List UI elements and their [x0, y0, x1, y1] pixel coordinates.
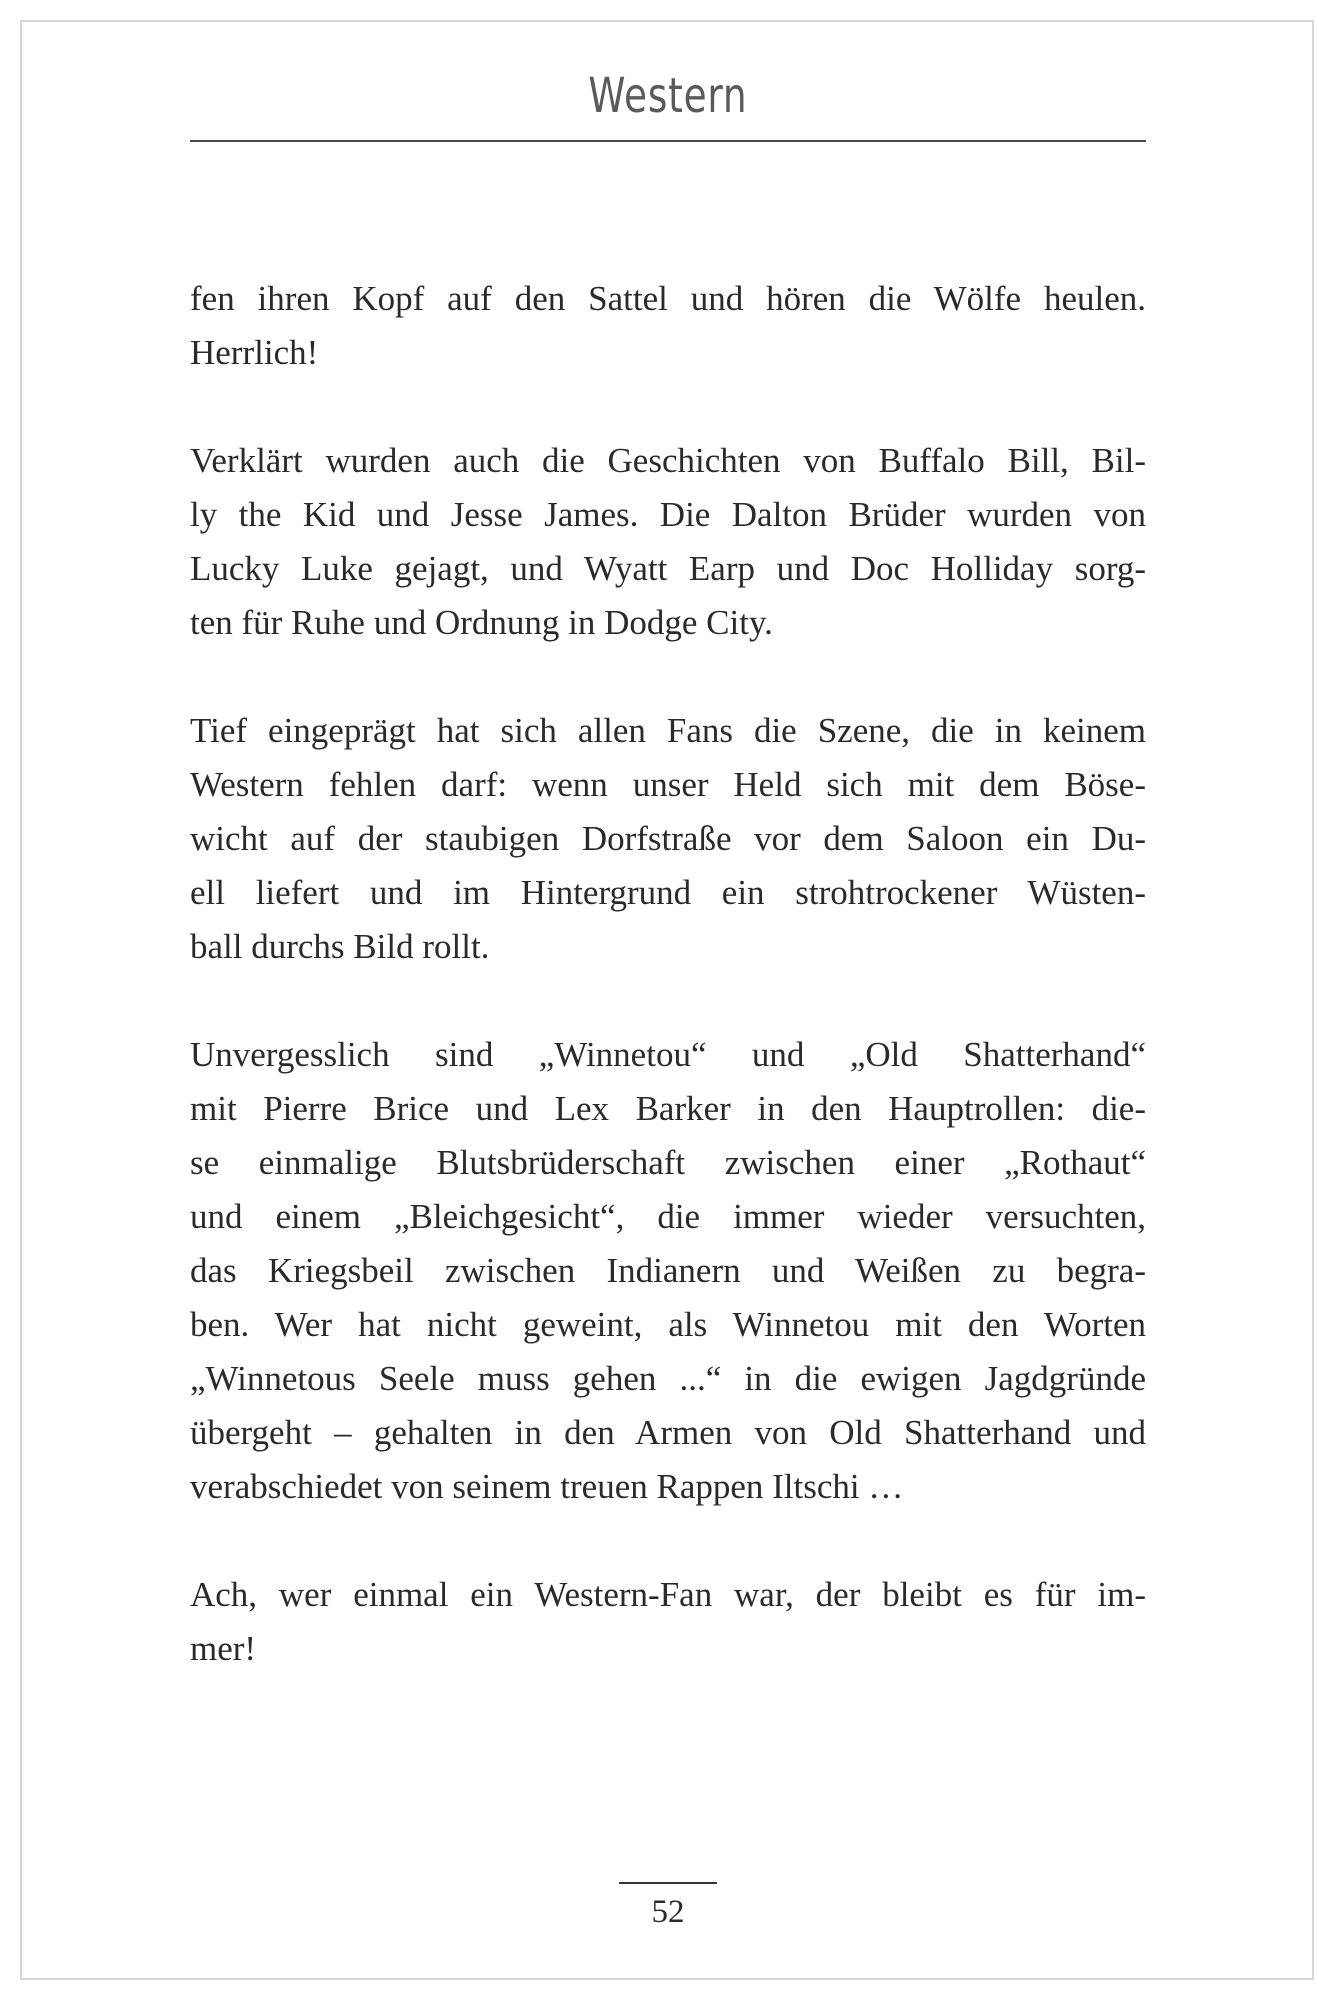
text-line: Ach, wer einmal ein Western-Fan war, der bleibt es für im- — [190, 1575, 1146, 1614]
paragraph — [190, 1028, 1146, 1514]
paragraph — [190, 434, 1146, 650]
text-line: Lucky Luke gejagt, und Wyatt Earp und Doc Holliday sorg- — [190, 549, 1146, 588]
text-line: mit Pierre Brice und Lex Barker in den Hauptrollen: die- — [190, 1089, 1146, 1128]
running-header — [190, 68, 1146, 124]
text-line: verabschiedet von seinem treuen Rappen Iltschi … — [190, 1467, 904, 1506]
text-line: Unvergesslich sind „Winnetou“ und „Old Shatterhand“ — [190, 1035, 1146, 1074]
text-line: ben. Wer hat nicht geweint, als Winnetou mit den Worten — [190, 1305, 1146, 1344]
paragraph — [190, 704, 1146, 974]
text-line: „Winnetous Seele muss gehen ...“ in die ewigen Jagdgründe — [190, 1359, 1146, 1398]
text-line: fen ihren Kopf auf den Sattel und hören die Wölfe heulen. — [190, 279, 1146, 318]
page-number: 52 — [651, 1894, 685, 1930]
text-line: ten für Ruhe und Ordnung in Dodge City. — [190, 603, 773, 642]
chapter-title: Western — [588, 68, 748, 124]
text-line: und einem „Bleichgesicht“, die immer wieder versuchten, — [190, 1197, 1146, 1236]
text-line: Herrlich! — [190, 333, 319, 372]
text-line: Tief eingeprägt hat sich allen Fans die Szene, die in keinem — [190, 711, 1146, 750]
text-line: ell liefert und im Hintergrund ein strohtrockener Wüsten- — [190, 873, 1146, 912]
paragraph — [190, 272, 1146, 380]
text-line: ball durchs Bild rollt. — [190, 927, 490, 966]
text-line: ly the Kid und Jesse James. Die Dalton Brüder wurden von — [190, 495, 1146, 534]
text-line: übergeht – gehalten in den Armen von Old Shatterhand und — [190, 1413, 1146, 1452]
footer-rule — [619, 1882, 717, 1884]
text-line: das Kriegsbeil zwischen Indianern und Weißen zu begra- — [190, 1251, 1146, 1290]
text-line: Western fehlen darf: wenn unser Held sich mit dem Böse- — [190, 765, 1146, 804]
header-rule — [190, 140, 1146, 142]
text-line: mer! — [190, 1629, 257, 1668]
paragraph — [190, 1568, 1146, 1676]
text-line: se einmalige Blutsbrüderschaft zwischen einer „Rothaut“ — [190, 1143, 1146, 1182]
text-line: Verklärt wurden auch die Geschichten von Buffalo Bill, Bil- — [190, 441, 1146, 480]
body-text — [190, 272, 1146, 1730]
text-line: wicht auf der staubigen Dorfstraße vor dem Saloon ein Du- — [190, 819, 1146, 858]
